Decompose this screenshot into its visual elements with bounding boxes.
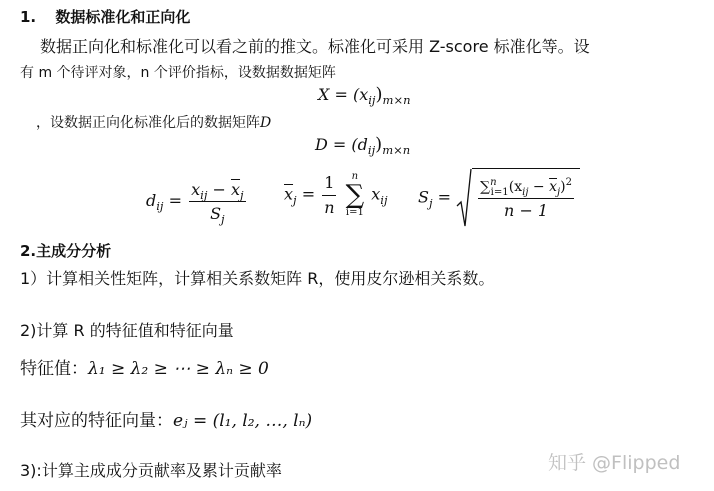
formula-sj: $S_j$ = $\frac{\sum^n_{i=1}(x_{ij} - \overline{x}_j)^2}{n - 1}$ [418,168,580,228]
equation-x-matrix [318,84,411,108]
sj-xbar: $\overline{x}$ [549,179,557,195]
eigenvector-label: 其对应的特征向量： [20,411,173,431]
sqrt [456,168,580,228]
sqrt-icon [456,168,472,228]
normalized-matrix-var: D [260,115,272,131]
xbar-fraction [322,173,336,216]
formula-dij: $d_{ij}$ = $\frac{x_{ij} - \overline{x}_j}{S_j}$ [146,180,244,227]
eq-x-dim: m×n [382,93,411,108]
equation-d-matrix [315,134,411,158]
sj-xbar-sub: j [557,186,561,198]
sj-sigma-sub: i=1 [490,186,509,198]
sj-body: (x [508,179,523,195]
formula-xbar: $\overline{x}_j$ = $\frac{1}{n}$ n ∑ i=1 $x_{ij}$ [284,171,388,218]
section1-number: 1. [20,8,37,26]
xbar-rhs-sub: ij [380,192,388,207]
section1-title: 数据标准化和正向化 [55,8,191,26]
sj-den: n − 1 [504,200,549,220]
xbar-frac-den: n [324,197,335,217]
eq-d-main: D = (d [315,135,368,154]
xbar-lhs: $\overline{x}$ [284,184,294,204]
dij-xbar-sub: j [240,188,244,203]
sj-sigma-sup: n [490,177,497,189]
eq-d-dim: m×n [382,143,411,158]
eigenvalue-line [20,354,269,379]
watermark: 知乎 @Flipped [548,452,681,474]
summation: n ∑ i=1 [345,171,365,218]
intro-line1: 数据正向化和标准化可以看之前的推文。标准化可采用 Z-score 标准化等。设 [40,37,590,56]
dij-den: S [210,204,222,224]
normalized-matrix-text: ，设数据正向化标准化后的数据矩阵 [36,115,260,131]
eq-d-sub: ij [367,143,376,158]
sum-top: n [351,171,359,182]
dij-den-sub: j [221,212,225,227]
section1-heading [20,6,190,27]
sj-pow: 2 [565,177,573,189]
dij-lhs-sub: ij [156,199,164,214]
eq-d-close: ) [375,134,383,155]
dij-num-sub: ij [200,188,208,203]
sj-close: ) [560,179,566,195]
xbar-lhs-sub: j [293,192,297,207]
sj-lhs: S [418,187,429,207]
sj-fraction [478,179,574,220]
sj-sigma: ∑ [480,179,491,195]
dij-fraction [189,180,245,227]
normalized-matrix-line [36,112,271,132]
dij-lhs: d [146,191,157,211]
eigenvalue-expr: λ₁ ≥ λ₂ ≥ ⋯ ≥ λₙ ≥ 0 [88,359,269,379]
sj-lhs-sub: j [428,195,433,210]
step3-text: 3):计算主成成分贡献率及累计贡献率 [20,461,282,480]
sj-minus: − [528,179,550,195]
step1-text: 1）计算相关性矩阵，计算相关系数矩阵 R，使用皮尔逊相关系数。 [20,269,495,288]
dij-num: x [191,180,201,199]
dij-xbar: $\overline{x}$ [230,180,241,199]
eq-x-sub: ij [368,93,376,108]
eigenvector-line [20,406,312,431]
step2-text: 2)计算 R 的特征值和特征向量 [20,321,234,340]
eq-x-main: X = (x [318,85,369,104]
xbar-frac-num: 1 [322,173,336,195]
eigenvalue-label: 特征值： [20,359,88,379]
eq-x-close: ) [375,84,383,105]
xbar-rhs: x [371,184,381,204]
dij-minus: − [207,180,231,199]
intro-line2: 有 m 个待评对象，n 个评价指标，设数据数据矩阵 [20,65,336,81]
sum-bottom: i=1 [345,207,364,218]
sj-body-sub: ij [522,186,529,198]
section2-heading: 2.主成分分析 [20,242,112,260]
eigenvector-expr: eⱼ = (l₁, l₂, …, lₙ) [173,411,313,431]
